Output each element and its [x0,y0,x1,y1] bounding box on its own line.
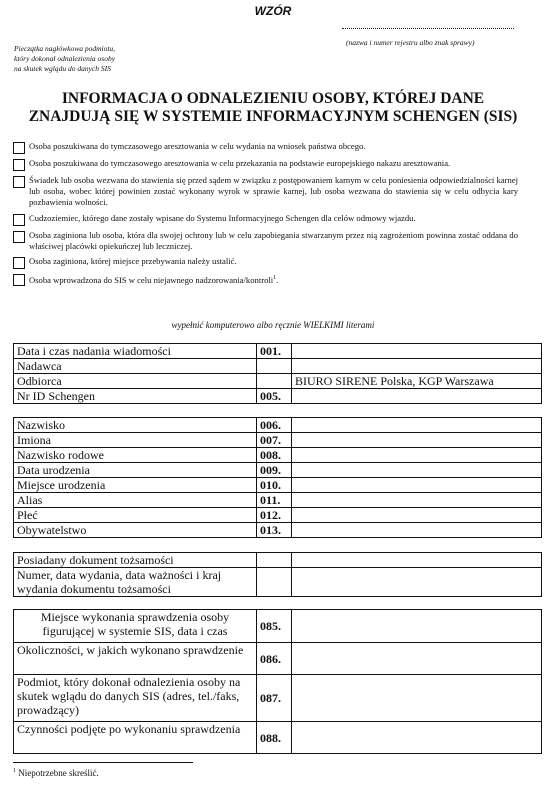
checkbox[interactable] [13,231,25,243]
field-value[interactable] [292,610,542,643]
field-code: 088. [257,722,292,754]
field-code: 009. [257,463,292,478]
title-line: INFORMACJA O ODNALEZIENIU OSOBY, KTÓREJ DANE [61,90,485,107]
field-value[interactable] [292,523,542,538]
checkbox-option[interactable] [13,230,518,252]
table-row [14,508,542,523]
field-code [257,553,292,568]
checkbox[interactable] [13,176,25,188]
checkbox[interactable] [13,159,25,171]
field-code: 086. [257,643,292,675]
table-row [14,523,542,538]
person-table [13,417,542,538]
checkbox-label: Osoba zaginiona, której miejsce przebywania należy ustalić. [29,256,237,267]
field-label: Alias [14,493,257,508]
field-code: 012. [257,508,292,523]
field-value[interactable] [292,344,542,359]
table-row [14,389,542,404]
field-label: Miejsce urodzenia [14,478,257,493]
checkbox[interactable] [13,142,25,154]
field-code: 005. [257,389,292,404]
field-value[interactable] [292,568,542,597]
footnote-divider [13,762,193,763]
table-row [14,418,542,433]
field-value[interactable]: BIURO SIRENE Polska, KGP Warszawa [292,374,542,389]
registry-caption: (nazwa i numer rejestru albo znak sprawy) [346,38,475,47]
checkbox-list [13,141,518,290]
field-code: 006. [257,418,292,433]
table-row [14,463,542,478]
field-value[interactable] [292,418,542,433]
wzor-label: WZÓR [254,4,292,18]
table-row [14,553,542,568]
field-label: Data i czas nadania wiadomości [14,344,257,359]
field-code: 085. [257,610,292,643]
stamp-caption [14,44,115,74]
field-label: Nazwisko rodowe [14,448,257,463]
field-label: Podmiot, który dokonał odnalezienia osoby na skutek wglądu do danych SIS (adres, tel./faks, prowadzący) [14,675,257,722]
field-code: 013. [257,523,292,538]
field-label: Obywatelstwo [14,523,257,538]
checkbox[interactable] [13,257,25,269]
table-row [14,722,542,754]
field-value[interactable] [292,675,542,722]
table-row [14,493,542,508]
checkbox-option[interactable] [13,141,518,154]
title-line: ZNAJDUJĄ SIĘ W SYSTEMIE INFORMACYJNYM SCHENGEN (SIS) [28,108,518,125]
field-label: Nazwisko [14,418,257,433]
field-value[interactable] [292,722,542,754]
field-label: Czynności podjęte po wykonaniu sprawdzenia [14,722,257,754]
table-row [14,448,542,463]
footnote-marker: 1 [13,768,16,774]
checkbox[interactable] [13,214,25,226]
field-label: Imiona [14,433,257,448]
checkbox-label-text: Osoba wprowadzona do SIS w celu niejawnego nadzorowania/kontroli [29,274,274,285]
field-label: Nadawca [14,359,257,374]
table-row [14,433,542,448]
field-value[interactable] [292,463,542,478]
checkbox-option[interactable] [13,256,518,269]
field-code: 008. [257,448,292,463]
table-row [14,568,542,597]
field-code: 011. [257,493,292,508]
label-end: . [276,274,279,285]
checkbox-label: Osoba poszukiwana do tymczasowego aresztowania w celu przekazania na podstawie europejskiego nakazu aresztowania. [29,158,451,168]
checkbox[interactable] [13,274,25,286]
checkbox-option[interactable] [13,158,518,171]
stamp-line: który dokonał odnalezienia osoby [14,54,116,63]
table-row [14,478,542,493]
field-code: 007. [257,433,292,448]
field-label: Nr ID Schengen [14,389,257,404]
checkbox-option[interactable] [13,175,518,209]
checkbox-label: Osoba zaginiona lub osoba, która dla swojej ochrony lub w celu zapobiegania stwarzanym przez nią zagrożeniom powinna zostać oddana do właściwej placówki opiekuńczej lub leczniczej. [29,229,518,251]
field-code [257,568,292,597]
field-label: Data urodzenia [14,463,257,478]
footnote [13,768,99,778]
field-value[interactable] [292,478,542,493]
field-code: 087. [257,675,292,722]
message-table [13,343,542,404]
field-value[interactable] [292,643,542,675]
table-row [14,374,542,389]
fill-instruction: wypełnić komputerowo albo ręcznie WIELKIMI literami [171,320,375,330]
footnote-marker: 1 [273,275,277,282]
verification-table [13,609,542,754]
field-value[interactable] [292,553,542,568]
table-row [14,610,542,643]
field-value[interactable] [292,493,542,508]
field-label: Posiadany dokument tożsamości [14,553,257,568]
field-label: Miejsce wykonania sprawdzenia osoby figurującej w systemie SIS, data i czas [14,610,257,643]
field-code [257,359,292,374]
registry-number-line[interactable] [342,28,514,29]
checkbox-label: Osoba poszukiwana do tymczasowego aresztowania w celu wydania na wniosek państwa obcego. [29,141,366,151]
field-value[interactable] [292,448,542,463]
field-value[interactable] [292,359,542,374]
document-title [0,90,546,126]
checkbox-label: Świadek lub osoba wezwana do stawienia się przed sądem w związku z postępowaniem karnym w celu poniesienia odpowiedzialności karnej lub osoba, wobec której powinien zostać wykonany wyrok w sprawie karnej, lub osoba wezwana do stawienia się w celu odbycia kary pozbawienia wolności. [29,175,518,208]
checkbox-label: Cudzoziemiec, którego dane zostały wpisane do Systemu Informacyjnego Schengen dla celów odmowy wjazdu. [29,212,416,223]
field-code: 010. [257,478,292,493]
field-label: Numer, data wydania, data ważności i kraj wydania dokumentu tożsamości [14,568,257,597]
stamp-line: Pieczątka nagłówkowa podmiotu, [14,44,116,53]
field-value[interactable] [292,508,542,523]
field-label: Płeć [14,508,257,523]
footnote-text: Niepotrzebne skreślić. [16,768,99,778]
field-code [257,374,292,389]
field-label: Okoliczności, w jakich wykonano sprawdzenie [14,643,257,675]
field-code: 001. [257,344,292,359]
table-row [14,359,542,374]
field-value[interactable] [292,433,542,448]
checkbox-option[interactable] [13,213,518,226]
field-label: Odbiorca [14,374,257,389]
checkbox-label [29,273,278,286]
table-row [14,643,542,675]
stamp-line: na skutek wglądu do danych SIS [14,64,111,73]
identity-document-table [13,552,542,597]
table-row [14,344,542,359]
checkbox-option[interactable] [13,273,518,286]
table-row [14,675,542,722]
field-value[interactable] [292,389,542,404]
